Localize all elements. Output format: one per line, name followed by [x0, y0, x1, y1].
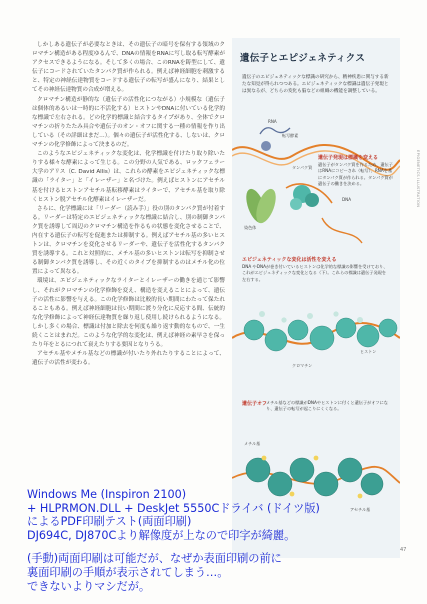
label-chromatin: クロマチン [292, 363, 313, 368]
label-acetyl: アセチル基 [350, 507, 371, 512]
label-enzyme: 転写酵素 [282, 133, 299, 138]
label-methyl: メチル基 [244, 441, 261, 446]
paragraph: さらに、化学標識には「リーダー（読み手）」役の別のタンパク質が付着する。リーダーは特定のエピジェネティックな標識に結合し、別の制御タンパク質を誘導して周辺のクロマチン構造を作るもの状態を変化させることで、内在する遺伝子の転写を促進または抑制する。例えばアセチル基の多いヒストンは、クロマチンを変化させるリーダーや、遺伝子を活性化するタンパク質を誘導する。これと対照的に、メチル基の多いヒストンは転写を抑制させる制御タンパク質を誘導し、その近くのタイプを抑制するのはメチル化の位置によって異なる。 [32, 205, 225, 276]
paragraph: 環境は、エピジェネティックなライターとイレーザーの働きを通じて影響し、それがクロマチンの化学修飾を変え、構造を変えることによって、遺伝子の活性に影響を与える。この化学修飾は比較的長い期間にわたって保たれることもある。例えば神経細胞は長い期間に渡り分化に反応する間、伝統的な化学修飾によって神経伝達物質を繰り返し使用し続けられるようになる。しかし多くの場合、標識は付加と除去を何度も繰り返す動的なもので、一生続くことはまれだ。このような化学的な変化は、例えば神経の素早さを保ったり年をとるにつれて衰えたりする要因となりうる。 [32, 278, 225, 349]
label-dna: DNA [342, 197, 352, 202]
paragraph: アセチル基やメチル基などの標識が付いたり外れたりすることによって、遺伝子の活性が変わる。 [32, 351, 225, 367]
annotation-line: (手動)両面印刷は可能だが、なぜか表面印刷の前に [27, 552, 282, 566]
label-rna: RNA [268, 119, 277, 124]
section1-body: 遺伝子がタンパク質を作るため、遺伝子はRNAにコピーされ（転写）、RNAを基にタンパク質が作られる。タンパク質が遺伝子の働きを決める。 [318, 162, 393, 186]
paragraph: しかしある遺伝子が必要なときは、その遺伝子の暗号を保有する領域のクロマチン構造がある程度ゆるんで、DNAの情報をRNAに写し取る転写酵素がアクセスできるようになる。そして多くの場合、このRNAを鋳型にして、遺伝子にコードされていたタンパク質が作られる。例えば神経細胞を刺激すると、特定の神経伝達物質をコードする遺伝子の転写が盛んになり、結果としてその神経伝達物質の合成が増える。 [32, 42, 225, 94]
section2-body: DNA やDNAが巻き付いているヒストンは化学的な標識の影響を受けており、これがエピジェネティックな変化となる（下）。これらの標識は遺伝子発現を左右する。 [242, 264, 388, 282]
label-protein: タンパク質 [292, 165, 313, 170]
article-body [32, 41, 225, 368]
annotation-line: Windows Me (Inspiron 2100) [27, 488, 187, 501]
section1-heading: 遺伝子発現は標識を変える [318, 155, 379, 161]
annotation-line: + HLPRMON.DLL + DeskJet 5550Cドライバ (ドイツ版) [27, 501, 320, 515]
section3-body: メチル基などの標識がDNAやヒストンに付くと遺伝子がオフになり、遺伝子の転写が起こりにくくなる。 [266, 400, 388, 412]
histone-bead-cluster [286, 184, 332, 210]
chromosome-shape [242, 186, 279, 225]
side-credit: EPIGENETICS ILLUSTRATION [416, 150, 420, 208]
annotation-line: DJ694C, DJ870Cより解像度が上なので印字が綺麗。 [27, 528, 296, 542]
chromatin-fiber [232, 311, 400, 351]
label-chromosome: 染色体 [244, 225, 257, 230]
section3-heading: 遺伝子オフ [242, 401, 267, 407]
enzyme-blob [261, 141, 271, 151]
annotation-line: によるPDF印刷テスト(両面印刷) [27, 515, 192, 529]
page-number: 47 [400, 547, 407, 553]
annotation-line: できないよりマシだが。 [27, 579, 151, 593]
annotation-spacer [27, 542, 407, 552]
annotation-line: 裏面印刷の手順が表示されてしまう…。 [27, 565, 229, 579]
dna-illustration [232, 38, 400, 558]
print-test-annotation [27, 488, 407, 593]
epigenetics-figure [232, 38, 400, 558]
paragraph: このようなエピジェネティックな変化は、化学標識を付けたり取り除いたりする様々な酵素によって生じる。この分野の人気である、ロックフェラー大学のアリス（C. David Allis）は、これらの酵素をエピジェネティックな標識の「ライター」と「イレーザー」と名づけた。例えばヒストンにアセチル基を付けるヒストンアセチル基転移酵素はライターで、アセチル基を取り除くヒストン脱アセチル化酵素はイレーザーだ。 [32, 151, 225, 203]
figure-intro: 遺伝子のエピジェネティックな標識の研究から、精神疾患に関与する新たな知見が得られつつある。エピジェネティックな標識は遺伝子発現とは異なるが、どちらの変化も脳などの組織の機能を調整している。 [242, 75, 389, 95]
paragraph: クロマチン構造が静的な（遺伝子の活性化につながる）小規模な（遺伝子は個体的あるいは一時的に不活化する）ヒストンやDNAに付いている化学的な標識で左右される。どの化学的標識と結合するタイプがあり、全体でクロマチンの折りたたみ具合や遺伝子のオン・オフに関する一種の情報を作り出している（その詳細はまだ…）。個々の遺伝子が活性化する、しないは、クロマチンの化学修飾によって決まるのだ。 [32, 96, 225, 149]
figure-title: 遺伝子とエピジェネティクス [240, 53, 366, 64]
section2-heading: エピジェネティックな変化は活性を変える [242, 257, 337, 263]
label-histone: ヒストン [360, 349, 377, 354]
